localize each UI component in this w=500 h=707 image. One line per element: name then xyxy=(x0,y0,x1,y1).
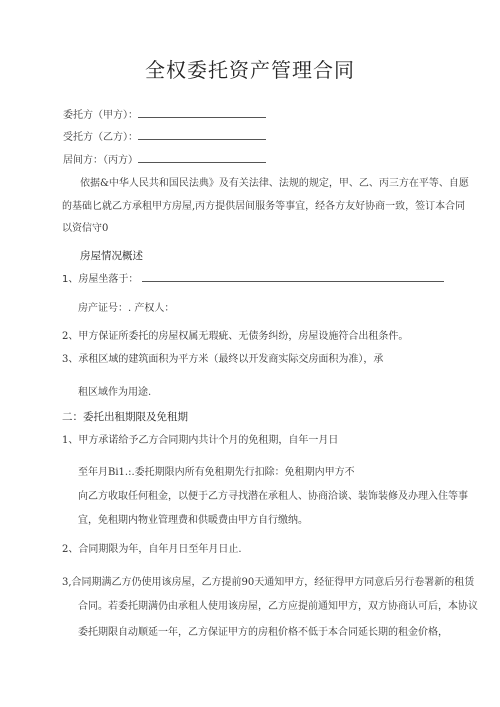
party-a-line xyxy=(63,107,266,123)
intro-line-2: 的基础匕就乙方承租甲方房屋,丙方提供居间服务等事宜，经各方友好协商一致，签订本合同 xyxy=(62,201,466,212)
section1-item3-cont: 租区域作为用途. xyxy=(78,387,152,398)
party-a-blank xyxy=(138,107,266,118)
section2-item3-line1: 3,合同期满乙方仍使用该房屋，乙方提前90天通知甲方，经征得甲方同意后另行卷署新的租赁 xyxy=(62,577,475,588)
section1-item3: 3、承租区域的建筑面积为平方米（最终以开发商实际交房面积为准），承 xyxy=(62,354,384,365)
section2-p1-line3: 宜，免租期内物业管理费和供暖费由甲方自行缴纳。 xyxy=(78,515,308,526)
section2-item1: 1、甲方承诺给予乙方合同期内共计个月的免租期，自年一月日 xyxy=(62,435,339,446)
section2-item2: 2、合同期限为年，自年月日至年月日止. xyxy=(62,544,242,555)
section2-p1-line2: 向乙方收取任何租金，以便于乙方寻找潜在承租人、协商洽谈、装饰装修及办理入住等事 xyxy=(78,491,468,502)
party-b-label: 受托方（乙方）： xyxy=(63,132,138,143)
section2-item3-line3: 委托期限自动顺延一年，乙方保证甲方的房租价格不低于本合同延长期的租金价格， xyxy=(78,627,448,638)
party-c-label: 居间方：（丙方） xyxy=(63,155,138,166)
section2-p1-line1: 至年月Bi1.:.委托期限内所有免租期先行扣除：免租期内甲方不 xyxy=(78,467,355,478)
certificate-line: 房产证号：. 产权人： xyxy=(78,303,175,314)
address-blank xyxy=(142,271,444,282)
intro-line-3: 以资信守0 xyxy=(62,223,109,234)
document-title: 全权委托资产管理合同 xyxy=(145,58,355,82)
party-b-line xyxy=(63,129,266,145)
party-c-line xyxy=(63,152,266,168)
section1-heading: 房屋情况概述 xyxy=(80,250,143,262)
section1-item1-num: 1、 xyxy=(62,274,79,285)
party-a-label: 委托方（甲方）： xyxy=(63,110,138,121)
section1-item2: 2、甲方保证所委托的房屋权属无瑕疵、无债务纠纷，房屋设施符合出租条件。 xyxy=(62,331,409,342)
section2-item3-line2: 合同。若委托期满仍由承租人使用该房屋，乙方应提前通知甲方，双方协商认可后，本协议 xyxy=(78,601,478,612)
section1-item1-label: 房屋坐落于： xyxy=(78,274,139,285)
section2-heading: 二：委托出租期限及免租期 xyxy=(62,411,188,423)
party-b-blank xyxy=(138,129,266,140)
party-c-blank xyxy=(138,152,266,163)
section1-item1 xyxy=(62,271,444,287)
intro-line-1: 依据&中华人民共和国民法典》及有关法律、法规的规定，甲、乙、丙三方在平等、自愿 xyxy=(80,178,469,189)
